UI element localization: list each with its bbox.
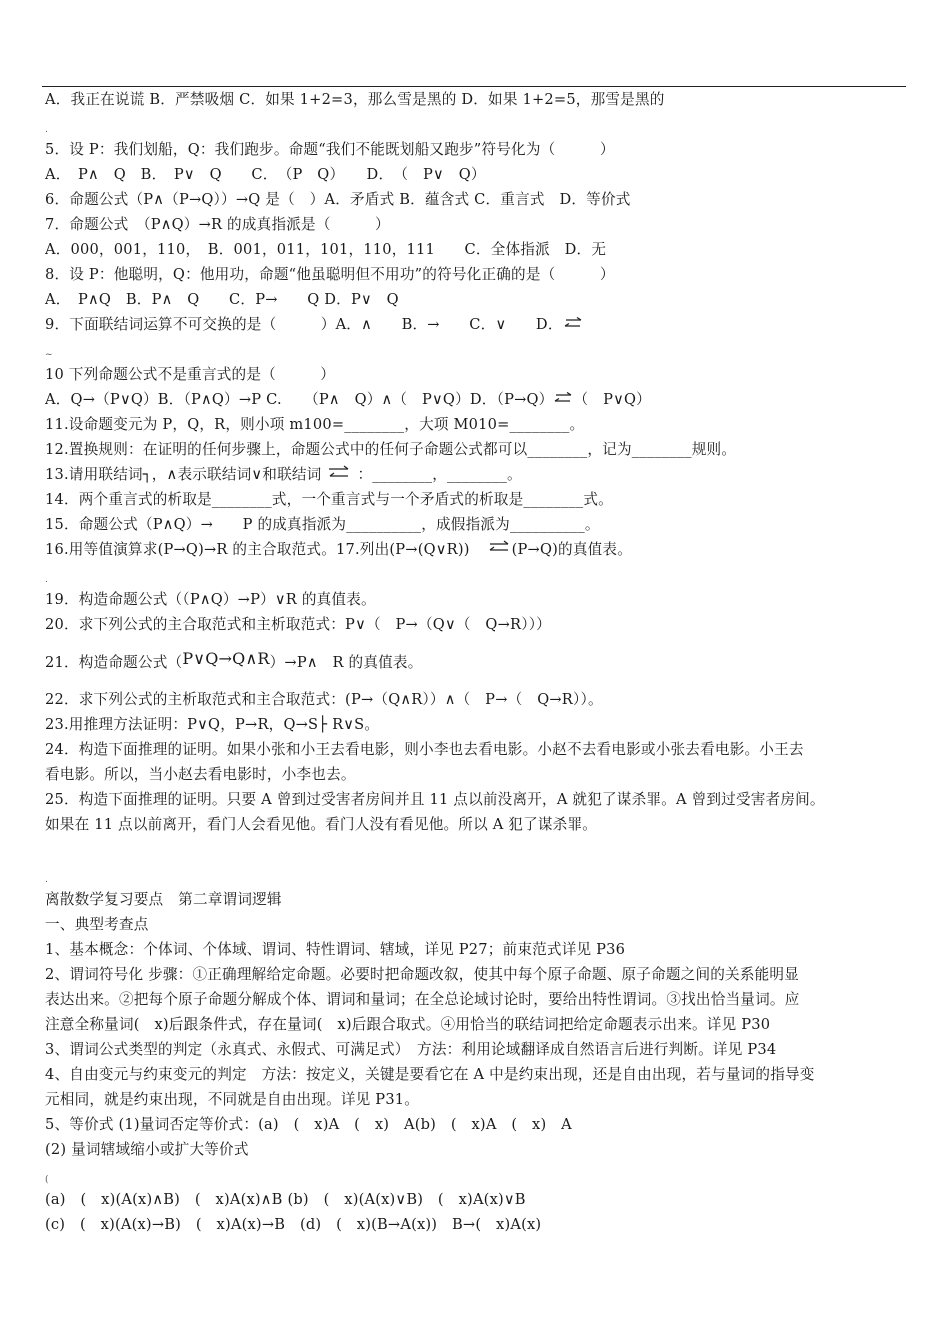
bidirectional-arrow-icon — [488, 540, 510, 560]
bullet-dot: . — [45, 125, 48, 135]
question-7-options: A．000，001，110， B．001，011，101，110，111 C．全体指派 D．无 — [45, 241, 607, 258]
question-7: 7．命题公式 （P∧Q）→R 的成真指派是（ ） — [45, 216, 390, 233]
point-5: 5、等价式 (1)量词否定等价式：(a) ( x)A ( x) A(b) ( x)A ( x) A — [45, 1116, 572, 1133]
top-rule — [42, 86, 906, 87]
question-22: 22．求下列公式的主析取范式和主合取范式：(P→（Q∧R））∧（ P→（ Q→R））。 — [45, 691, 603, 708]
question-25-line1: 25．构造下面推理的证明。只要 A 曾到过受害者房间并且 11 点以前没离开，A 就犯了谋杀罪。A 曾到过受害者房间。 — [45, 791, 825, 808]
point-2-line1: 2、谓词符号化 步骤：①正确理解给定命题。必要时把命题改叙，使其中每个原子命题、原子命题之间的关系能明显 — [45, 966, 800, 983]
question-15: 15．命题公式（P∧Q）→ P 的成真指派为__________，成假指派为__________。 — [45, 516, 600, 533]
question-5-options: A． P∧ Q B． P∨ Q C． （P Q） D． （ P∨ Q） — [45, 166, 486, 183]
question-17-tail: (P→Q)的真值表。 — [511, 541, 633, 558]
question-21-formula: P∨Q→Q∧R — [182, 649, 270, 668]
question-8: 8．设 P：他聪明，Q：他用功，命题“他虽聪明但不用功”的符号化正确的是（ ） — [45, 266, 615, 283]
question-13-blanks: ：________，________。 — [357, 466, 522, 483]
question-4-options: A．我正在说谎 B．严禁吸烟 C．如果 1+2=3，那么雪是黑的 D．如果 1+2=5，那雪是黑的 — [45, 91, 665, 108]
question-14: 14．两个重言式的析取是________式，一个重言式与一个矛盾式的析取是________式。 — [45, 491, 613, 508]
question-19: 19．构造命题公式（（P∧Q）→P）∨R 的真值表。 — [45, 591, 376, 608]
question-21 — [45, 649, 910, 673]
point-3: 3、谓词公式类型的判定（永真式、永假式、可满足式） 方法：利用论域翻译成自然语言后进行判断。详见 P34 — [45, 1041, 777, 1058]
question-21-text: 21．构造命题公式（ — [45, 654, 183, 671]
point-4-line2: 元相同，就是约束出现，不同就是自由出现。详见 P31。 — [45, 1091, 420, 1108]
point-2-line2: 表达出来。②把每个原子命题分解成个体、谓词和量词；在全总论域讨论时，要给出特性谓词。③找出恰当量词。应 — [45, 991, 800, 1008]
question-6: 6．命题公式（P∧（P→Q））→Q 是（ ）A．矛盾式 B．蕴含式 C．重言式 D．等价式 — [45, 191, 631, 208]
bullet-dot: . — [45, 875, 48, 885]
question-10-options — [45, 390, 910, 410]
bullet-dot: . — [45, 575, 48, 585]
point-1: 1、基本概念：个体词、个体域、谓词、特性谓词、辖域，详见 P27；前束范式详见 P36 — [45, 941, 626, 958]
bidirectional-arrow-icon — [327, 465, 351, 485]
question-13 — [45, 465, 910, 485]
question-23: 23.用推理方法证明：P∨Q，P→R，Q→S├ R∨S。 — [45, 716, 380, 733]
question-9 — [45, 315, 910, 335]
bidirectional-arrow-icon — [553, 390, 573, 410]
question-21-tail: ）→P∧ R 的真值表。 — [269, 654, 423, 671]
question-11: 11.设命题变元为 P，Q，R，则小项 m100=________，大项 M010=________。 — [45, 416, 585, 433]
question-10-options-a: A．Q→（P∨Q）B．（P∧Q）→P C. （P∧ Q）∧（ P∨Q）D．（P→Q） — [45, 391, 554, 408]
equivalence-cd: (c) ( x)(A(x)→B) ( x)A(x)→B (d) ( x)(B→A(x)) B→( x)A(x) — [45, 1216, 542, 1233]
point-4-line1: 4、自由变元与约束变元的判定 方法：按定义，关键是要看它在 A 中是约束出现，还是自由出现，若与量词的指导变 — [45, 1066, 815, 1083]
question-16-17 — [45, 540, 910, 560]
bullet-dot: ~ — [45, 350, 53, 360]
point-5-sub2: (2) 量词辖域缩小或扩大等价式 — [45, 1141, 249, 1158]
question-25-line2: 如果在 11 点以前离开，看门人会看见他。看门人没有看见他。所以 A 犯了谋杀罪。 — [45, 816, 598, 833]
question-12: 12.置换规则：在证明的任何步骤上，命题公式中的任何子命题公式都可以________，记为________规则。 — [45, 441, 737, 458]
section-heading: 一、典型考查点 — [45, 916, 149, 933]
question-24-line1: 24．构造下面推理的证明。如果小张和小王去看电影，则小李也去看电影。小赵不去看电影或小张去看电影。小王去 — [45, 741, 804, 758]
question-13-text: 13.请用联结词┐，∧表示联结词∨和联结词 — [45, 466, 322, 483]
bullet-dot: ( — [45, 1175, 49, 1185]
question-16-17-text: 16.用等值演算求(P→Q)→R 的主合取范式。17.列出(P→(Q∨R)) — [45, 541, 470, 558]
equivalence-ab: (a) ( x)(A(x)∧B) ( x)A(x)∧B (b) ( x)(A(x)∨B) ( x)A(x)∨B — [45, 1191, 526, 1208]
chapter-title: 离散数学复习要点 第二章谓词逻辑 — [45, 891, 282, 908]
bidirectional-arrow-icon — [563, 315, 583, 335]
question-24-line2: 看电影。所以，当小赵去看电影时，小李也去。 — [45, 766, 356, 783]
question-10-options-b: （ P∨Q） — [573, 391, 651, 408]
question-9-text: 9．下面联结词运算不可交换的是（ ）A．∧ B．→ C．∨ D． — [45, 316, 563, 333]
point-2-line3: 注意全称量词( x)后跟条件式，存在量词( x)后跟合取式。④用恰当的联结词把给定命题表示出来。详见 P30 — [45, 1016, 771, 1033]
question-8-options: A． P∧Q B．P∧ Q C．P→ Q D．P∨ Q — [45, 291, 399, 308]
question-10: 10 下列命题公式不是重言式的是（ ） — [45, 366, 336, 383]
question-5: 5．设 P：我们划船，Q：我们跑步。命题“我们不能既划船又跑步”符号化为（ ） — [45, 141, 615, 158]
question-20: 20．求下列公式的主合取范式和主析取范式：P∨（ P→（Q∨（ Q→R））） — [45, 616, 551, 633]
